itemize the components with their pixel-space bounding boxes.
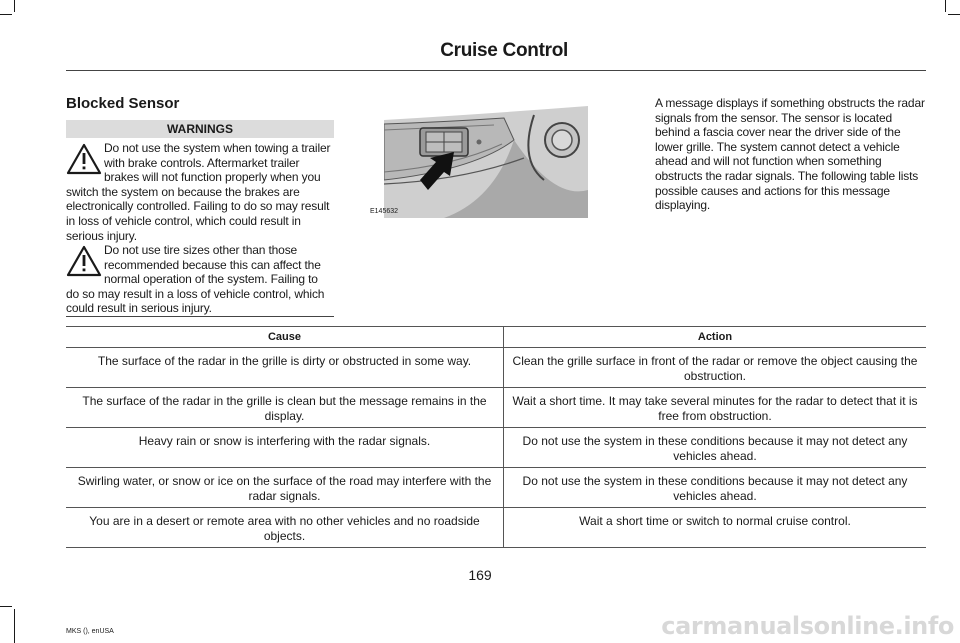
cause-cell: You are in a desert or remote area with no other vehicles and no roadside objects. — [66, 508, 504, 548]
crop-mark — [945, 0, 946, 12]
page-header-title: Cruise Control — [440, 40, 568, 61]
crop-mark — [14, 0, 15, 12]
section-title: Blocked Sensor — [66, 95, 180, 112]
table-row — [66, 508, 926, 548]
sensor-illustration — [384, 100, 588, 218]
warning-triangle-icon — [66, 143, 102, 175]
watermark: carmanualsonline.info — [661, 612, 954, 640]
description-paragraph: A message displays if something obstructs the radar signals from the sensor. The sensor is located behind a fascia cover near the driver side of the lower grille. The system cannot detect a vehicle ahead and will not function when something obstructs the radar signals. The following table lists possible causes and actions for this message displaying. — [655, 96, 925, 213]
causes-actions-table — [66, 326, 926, 548]
table-row — [66, 428, 926, 468]
cause-cell: The surface of the radar in the grille is clean but the message remains in the display. — [66, 388, 504, 428]
action-cell: Wait a short time or switch to normal cruise control. — [504, 508, 927, 548]
cause-cell: The surface of the radar in the grille is dirty or obstructed in some way. — [66, 348, 504, 388]
table-row — [66, 388, 926, 428]
warnings-heading: WARNINGS — [66, 120, 334, 138]
warning-item — [66, 243, 334, 316]
warning-item — [66, 141, 334, 243]
grille-drawing — [384, 100, 588, 218]
crop-mark — [0, 606, 12, 607]
warning-text: Do not use the system when towing a trailer with brake controls. Aftermarket trailer brakes will not function properly when you switch the system on because the brakes are electronically controlled. Failing to do so may result in loss of vehicle control, which could result in serious injury. — [66, 141, 331, 243]
warning-triangle-icon — [66, 245, 102, 277]
column-header-cause: Cause — [66, 327, 504, 348]
action-cell: Clean the grille surface in front of the radar or remove the object causing the obstruction. — [504, 348, 927, 388]
header-rule — [66, 70, 926, 71]
cause-cell: Swirling water, or snow or ice on the surface of the road may interfere with the radar signals. — [66, 468, 504, 508]
action-cell: Do not use the system in these conditions because it may not detect any vehicles ahead. — [504, 468, 927, 508]
column-header-action: Action — [504, 327, 927, 348]
warnings-rule — [66, 316, 334, 317]
warning-text: Do not use tire sizes other than those recommended because this can affect the normal operation of the system. Failing to do so may result in a loss of vehicle control, which could result in serious injury. — [66, 243, 325, 316]
table-header-row — [66, 327, 926, 348]
crop-mark — [14, 609, 15, 643]
action-cell: Wait a short time. It may take several minutes for the radar to detect that it is free from obstruction. — [504, 388, 927, 428]
crop-mark — [948, 14, 960, 15]
footer-code: MKS (), enUSA — [66, 628, 114, 635]
cause-cell: Heavy rain or snow is interfering with the radar signals. — [66, 428, 504, 468]
table-row — [66, 348, 926, 388]
figure-label: E145632 — [370, 208, 399, 215]
crop-mark — [0, 14, 12, 15]
table-row — [66, 468, 926, 508]
page-number: 169 — [468, 567, 492, 583]
action-cell: Do not use the system in these conditions because it may not detect any vehicles ahead. — [504, 428, 927, 468]
